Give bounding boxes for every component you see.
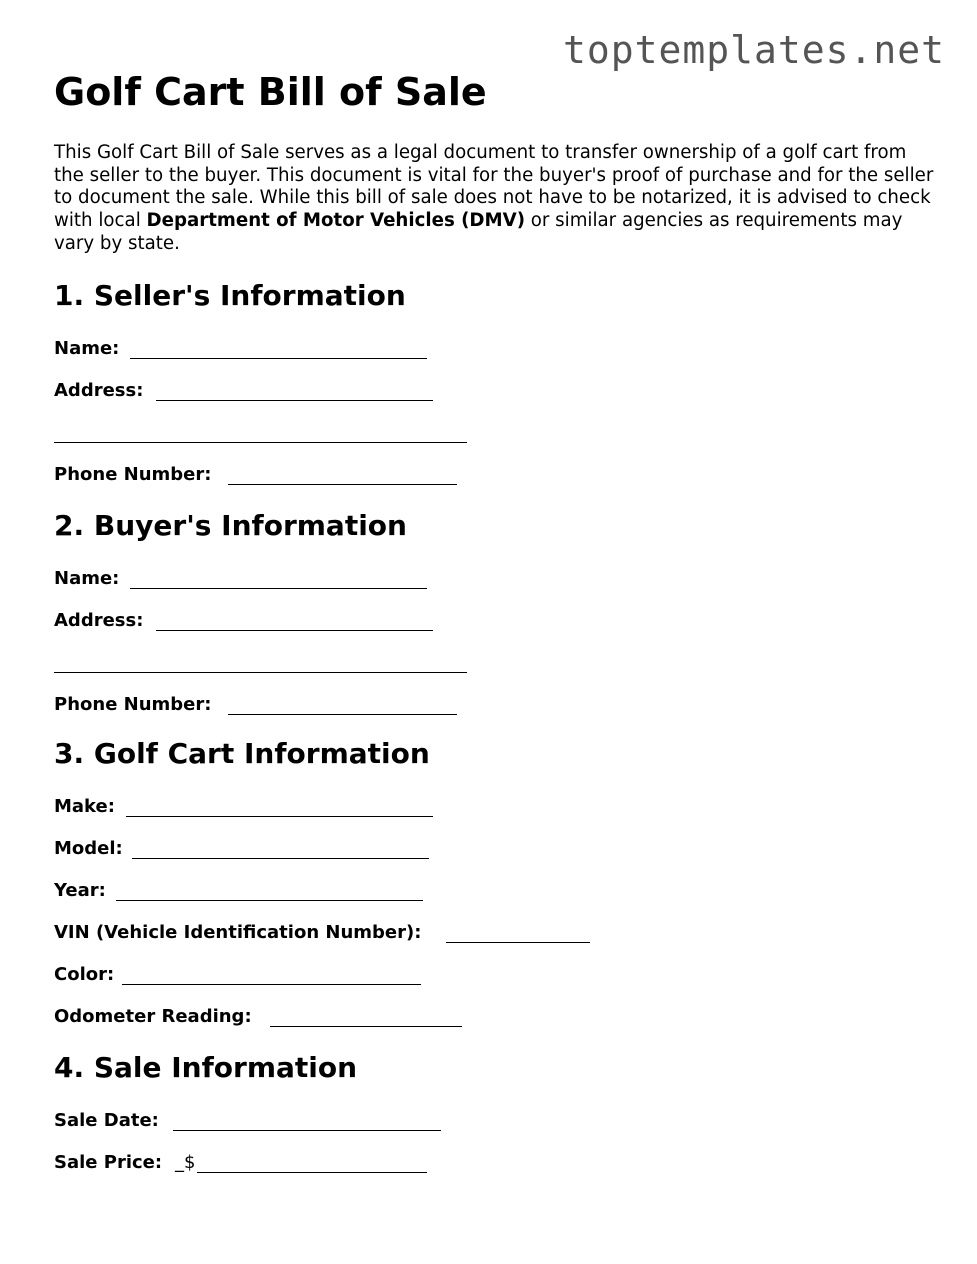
cart-year-input[interactable]: [116, 900, 423, 901]
buyer-heading: 2. Buyer's Information: [54, 509, 407, 542]
sale-price-input[interactable]: [197, 1172, 427, 1173]
watermark: toptemplates.net: [562, 28, 945, 72]
buyer-address-line2-field: [54, 642, 934, 684]
cart-make-field: [54, 786, 934, 828]
seller-address-label: Address:: [54, 380, 144, 401]
cart-year-label: Year:: [54, 880, 106, 901]
intro-paragraph: [54, 142, 934, 256]
buyer-name-field: [54, 558, 934, 600]
seller-name-field: [54, 328, 934, 370]
cart-vin-label: VIN (Vehicle Identification Number):: [54, 922, 422, 943]
cart-vin-input[interactable]: [446, 942, 590, 943]
buyer-address-line2-input[interactable]: [54, 672, 467, 673]
document-title: Golf Cart Bill of Sale: [54, 70, 487, 114]
intro-text-end: or similar agencies as requirements may vary by state.: [54, 210, 903, 254]
seller-section: [54, 276, 934, 496]
cart-color-label: Color:: [54, 964, 115, 985]
cart-odometer-label: Odometer Reading:: [54, 1006, 252, 1027]
sale-heading: 4. Sale Information: [54, 1051, 358, 1084]
sale-date-label: Sale Date:: [54, 1110, 159, 1131]
intro-dmv-bold: Department of Motor Vehicles (DMV): [146, 210, 526, 232]
cart-model-label: Model:: [54, 838, 123, 859]
seller-address-input[interactable]: [156, 400, 433, 401]
cart-odometer-input[interactable]: [270, 1026, 462, 1027]
sale-price-prefix: _$: [175, 1152, 196, 1173]
buyer-name-input[interactable]: [130, 588, 427, 589]
intro-text-start: This Golf Cart Bill of Sale serves as a legal document to transfer ownership of a golf cart from the seller to the buyer. This document is vital for the buyer's proof of purchase and for the seller to document the sale. While this bill of sale does not have to be notarized, it is advised to check with local: [54, 142, 934, 232]
cart-heading: 3. Golf Cart Information: [54, 737, 430, 770]
cart-year-field: [54, 870, 934, 912]
sale-date-field: [54, 1100, 934, 1142]
buyer-phone-input[interactable]: [228, 714, 457, 715]
buyer-section: [54, 506, 934, 726]
cart-model-input[interactable]: [132, 858, 429, 859]
sale-price-field: [54, 1142, 934, 1184]
buyer-address-label: Address:: [54, 610, 144, 631]
seller-address-line2-input[interactable]: [54, 442, 467, 443]
seller-name-label: Name:: [54, 338, 120, 359]
cart-model-field: [54, 828, 934, 870]
seller-address-field: [54, 370, 934, 412]
cart-make-input[interactable]: [126, 816, 433, 817]
seller-phone-label: Phone Number:: [54, 464, 212, 485]
sale-section: [54, 1048, 934, 1184]
cart-color-field: [54, 954, 934, 996]
cart-make-label: Make:: [54, 796, 115, 817]
seller-phone-input[interactable]: [228, 484, 457, 485]
seller-name-input[interactable]: [130, 358, 427, 359]
sale-date-input[interactable]: [173, 1130, 441, 1131]
sale-price-label: Sale Price:: [54, 1152, 163, 1173]
seller-phone-field: [54, 454, 934, 496]
cart-color-input[interactable]: [122, 984, 421, 985]
seller-heading: 1. Seller's Information: [54, 279, 406, 312]
buyer-address-input[interactable]: [156, 630, 433, 631]
buyer-phone-label: Phone Number:: [54, 694, 212, 715]
cart-odometer-field: [54, 996, 934, 1038]
seller-address-line2-field: [54, 412, 934, 454]
buyer-phone-field: [54, 684, 934, 726]
buyer-name-label: Name:: [54, 568, 120, 589]
cart-section: [54, 734, 934, 1038]
cart-vin-field: [54, 912, 934, 954]
buyer-address-field: [54, 600, 934, 642]
